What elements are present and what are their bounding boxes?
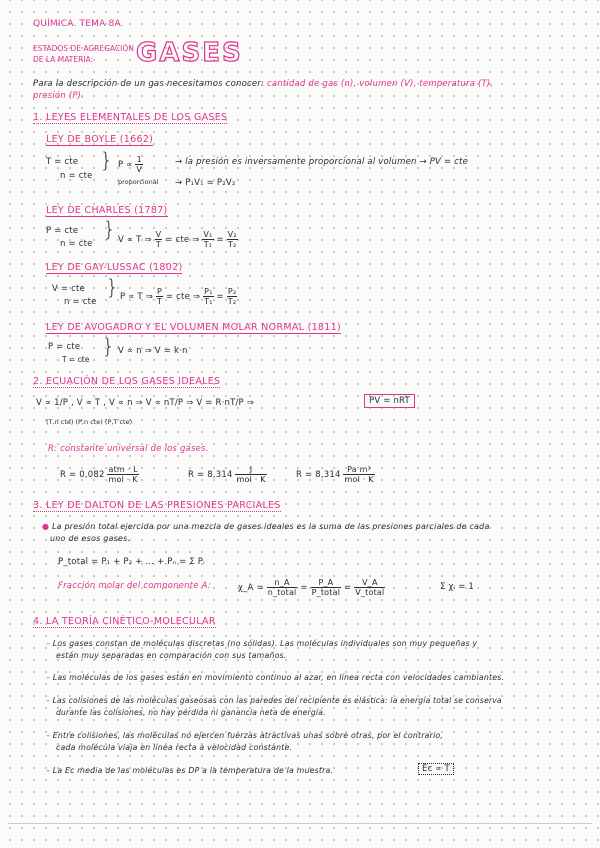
boyle-note: → la presión es inversamente proporcional al volumen → PV = cte — [175, 157, 469, 167]
r-value-2 — [188, 465, 267, 484]
gaylussac-frac-1 — [156, 287, 163, 306]
intro-line-1 — [33, 79, 493, 89]
gaylussac-cond-2: n = cte — [64, 297, 97, 307]
charles-prop: V ∝ T ⇒ — [118, 235, 152, 245]
dash-icon: – — [46, 673, 53, 682]
section-4-title: 4. LA TEORÍA CINÉTICO-MOLECULAR — [33, 616, 216, 627]
chi-label: χ_A = — [238, 583, 264, 593]
dalton-text-1 — [42, 522, 490, 531]
r3-unit-den: mol · K — [344, 475, 374, 484]
kinetic-bullet-5 — [46, 766, 333, 775]
charles-f3-num: V₂ — [227, 230, 237, 239]
r2-unit — [235, 465, 266, 484]
dalton-text-2: uno de esos gases. — [50, 534, 131, 543]
gaylussac-f1-den: T — [156, 297, 163, 306]
chi-f3-den: V_total — [355, 588, 385, 597]
boyle-result: → P₁V₁ = P₂V₂ — [175, 178, 236, 188]
kinetic-bullet-3b: durante las colisiones, no hay pérdida ni ganancia neta de energía. — [56, 708, 326, 717]
kinetic-bullet-4b: cada molécula viaja en línea recta a velocidad constante. — [56, 743, 293, 752]
bullet-icon: ● — [42, 522, 52, 531]
gaylussac-prop: P ∝ T ⇒ — [120, 292, 154, 302]
chi-frac-2 — [311, 578, 342, 597]
section-3-title: 3. LEY DE DALTON DE LAS PRESIONES PARCIALES — [33, 500, 281, 511]
chi-frac-3 — [354, 578, 385, 597]
chi-f1-num: n_A — [267, 578, 298, 588]
chi-f2-den: P_total — [311, 588, 341, 597]
chi-sum: Σ χᵢ = 1 — [440, 582, 475, 592]
charles-frac-3 — [227, 230, 238, 249]
dash-icon: – — [46, 639, 53, 648]
avogadro-equation: V ∝ n ⇒ V = k·n — [118, 346, 188, 356]
gaylussac-f2-den: T₁ — [204, 297, 213, 306]
page-bottom-divider — [8, 823, 592, 824]
gaylussac-brace: } — [106, 275, 119, 299]
boyle-prop: P ∝ — [118, 160, 133, 170]
kinetic-bullet-1b: están muy separadas en comparación con sus tamaños. — [56, 651, 287, 660]
intro-highlight: cantidad de gas (n), volumen (V), temperatura (T), — [266, 79, 494, 89]
section-2-title: 2. ECUACIÓN DE LOS GASES IDEALES — [33, 376, 221, 387]
ideal-gas-law: PV = nRT — [364, 394, 415, 408]
r3-unit-num: Pa m³ — [343, 465, 374, 475]
r2-unit-den: mol · K — [236, 475, 266, 484]
dalton-ptotal: P_total = P₁ + P₂ + ... + Pₙ = Σ Pᵢ — [58, 557, 205, 567]
charles-brace: } — [103, 217, 116, 241]
boyle-title: LEY DE BOYLE (1662) — [46, 134, 154, 145]
dalton-text-1-content: La presión total ejercida por una mezcla de gases ideales es la suma de las presiones parciales de cada — [51, 522, 490, 531]
boyle-brace: } — [100, 148, 113, 172]
charles-frac-2 — [202, 230, 213, 249]
boyle-frac — [135, 155, 143, 174]
subtitle-line-1: ESTADOS DE AGREGACIÓN — [33, 44, 134, 53]
charles-frac-1 — [155, 230, 163, 249]
avogadro-brace: } — [102, 334, 115, 358]
ideal-gas-conditions: (T,n cte) (P,n cte) (P,T cte) — [46, 418, 133, 426]
boyle-cond-1: T = cte — [46, 157, 79, 167]
gaylussac-cond-1: V = cte — [52, 284, 85, 294]
kinetic-bullet-2 — [46, 673, 504, 682]
gaylussac-equation: P ∝ T ⇒ $\frac{P}{T}$ = cte ⇒ $\frac{\text{P₁}}{\text{T₁}}$ = $\frac{\text{P₂}}{\text{T₂}}$ — [120, 287, 237, 306]
kinetic-bullet-1a-text: Los gases constan de moléculas discretas (no sólidas). Las moléculas individuales son muy pequeñas y — [52, 639, 478, 648]
dash-icon: – — [46, 696, 53, 705]
kinetic-energy-formula: Ēc ∝ T — [418, 763, 454, 775]
boyle-frac-den: V — [136, 165, 143, 174]
charles-f3-den: T₂ — [227, 240, 237, 249]
boyle-cond-2: n = cte — [60, 171, 93, 181]
charles-f2-num: V₁ — [203, 230, 213, 239]
r3-label: R = 8,314 — [296, 470, 341, 480]
charles-equation: V ∝ T ⇒ $\frac{V}{T}$ = cte ⇒ $\frac{\text{V₁}}{\text{T₁}}$ = $\frac{\text{V₂}}{\text{T₂}}$ — [118, 230, 237, 249]
kinetic-bullet-2-text: Las moléculas de los gases están en movimiento continuo al azar, en línea recta con velocidades cambiantes. — [52, 673, 505, 682]
charles-title: LEY DE CHARLES (1787) — [46, 205, 168, 216]
r-value-1 — [60, 465, 139, 484]
avogadro-cond-1: P = cte — [48, 342, 81, 352]
gaylussac-f3-den: T₂ — [227, 297, 237, 306]
gaylussac-f1-num: P — [156, 287, 162, 296]
molar-fraction-equation: χ_A = $\frac{n\_A}{\text{n\_total}}$ = $\frac{P\_A}{\text{P\_total}}$ = $\frac{V\_A}{\text{V\_total}}$ — [238, 578, 385, 597]
chi-f3-num: V_A — [354, 578, 385, 588]
r2-unit-num: J — [235, 465, 266, 475]
chi-f2-num: P_A — [311, 578, 342, 588]
chi-f1-den: n_total — [267, 588, 297, 597]
charles-f2-den: T₁ — [203, 240, 213, 249]
avogadro-cond-2: T = cte — [62, 355, 90, 364]
boyle-proportion — [118, 155, 143, 174]
gaylussac-mid: = cte ⇒ — [165, 292, 201, 302]
charles-f1-den: T — [155, 240, 162, 249]
gaylussac-frac-2 — [203, 287, 214, 306]
gaylussac-f2-num: P₁ — [204, 287, 213, 296]
r2-label: R = 8,314 — [188, 470, 233, 480]
kinetic-bullet-3a-text: Las colisiones de las moléculas gaseosas con las paredes del recipiente es elástica: la energía total se conserva — [52, 696, 502, 705]
kinetic-bullet-4a — [46, 731, 443, 740]
gaylussac-frac-3 — [227, 287, 238, 306]
section-1-title: 1. LEYES ELEMENTALES DE LOS GASES — [33, 112, 228, 123]
charles-mid: = cte ⇒ — [165, 235, 200, 245]
boyle-prop-label: proporcional — [118, 178, 159, 186]
kinetic-bullet-3a — [46, 696, 502, 705]
dash-icon: – — [46, 731, 53, 740]
kinetic-bullet-4a-text: Entre colisiones, las moléculas no ejercen fuerzas atractivas unas sobre otras, por el contrario, — [52, 731, 444, 740]
chi-frac-1 — [267, 578, 298, 597]
charles-f1-num: V — [155, 230, 162, 239]
kinetic-bullet-1a — [46, 639, 477, 648]
r1-unit-num: atm · L — [108, 465, 138, 474]
r1-label: R = 0,082 — [60, 470, 105, 480]
page-title: GASES — [136, 38, 243, 68]
r-definition: R: constante universal de los gases. — [48, 444, 209, 454]
charles-cond-2: n = cte — [60, 239, 93, 249]
ideal-gas-derivation: V ∝ 1/P , V ∝ T , V ∝ n ⇒ V ∝ nT/P ⇒ V = R·nT/P ⇒ — [36, 398, 255, 408]
molar-fraction-label: Fracción molar del componente A: — [58, 581, 211, 591]
course-label: QUÍMICA. TEMA 8A. — [33, 19, 124, 29]
r1-unit-den: mol · K — [108, 475, 138, 484]
charles-cond-1: P = cte — [46, 226, 79, 236]
r3-unit — [343, 465, 374, 484]
r-value-3 — [296, 465, 375, 484]
r1-unit — [107, 465, 138, 484]
avogadro-title: LEY DE AVOGADRO Y EL VOLUMEN MOLAR NORMAL (1811) — [46, 322, 341, 333]
dash-icon: – — [46, 766, 53, 775]
subtitle-line-2: DE LA MATERIA: — [33, 55, 94, 64]
gaylussac-f3-num: P₂ — [227, 287, 237, 296]
intro-text: Para la descripción de un gas necesitamos conocer: — [33, 79, 265, 89]
kinetic-bullet-5-text: La Ec media de las moléculas es DP a la temperatura de la muestra. — [52, 766, 334, 775]
gaylussac-title: LEY DE GAY-LUSSAC (1802) — [46, 262, 183, 273]
boyle-frac-num: 1 — [136, 155, 142, 164]
intro-line-2: presión (P). — [33, 91, 85, 101]
